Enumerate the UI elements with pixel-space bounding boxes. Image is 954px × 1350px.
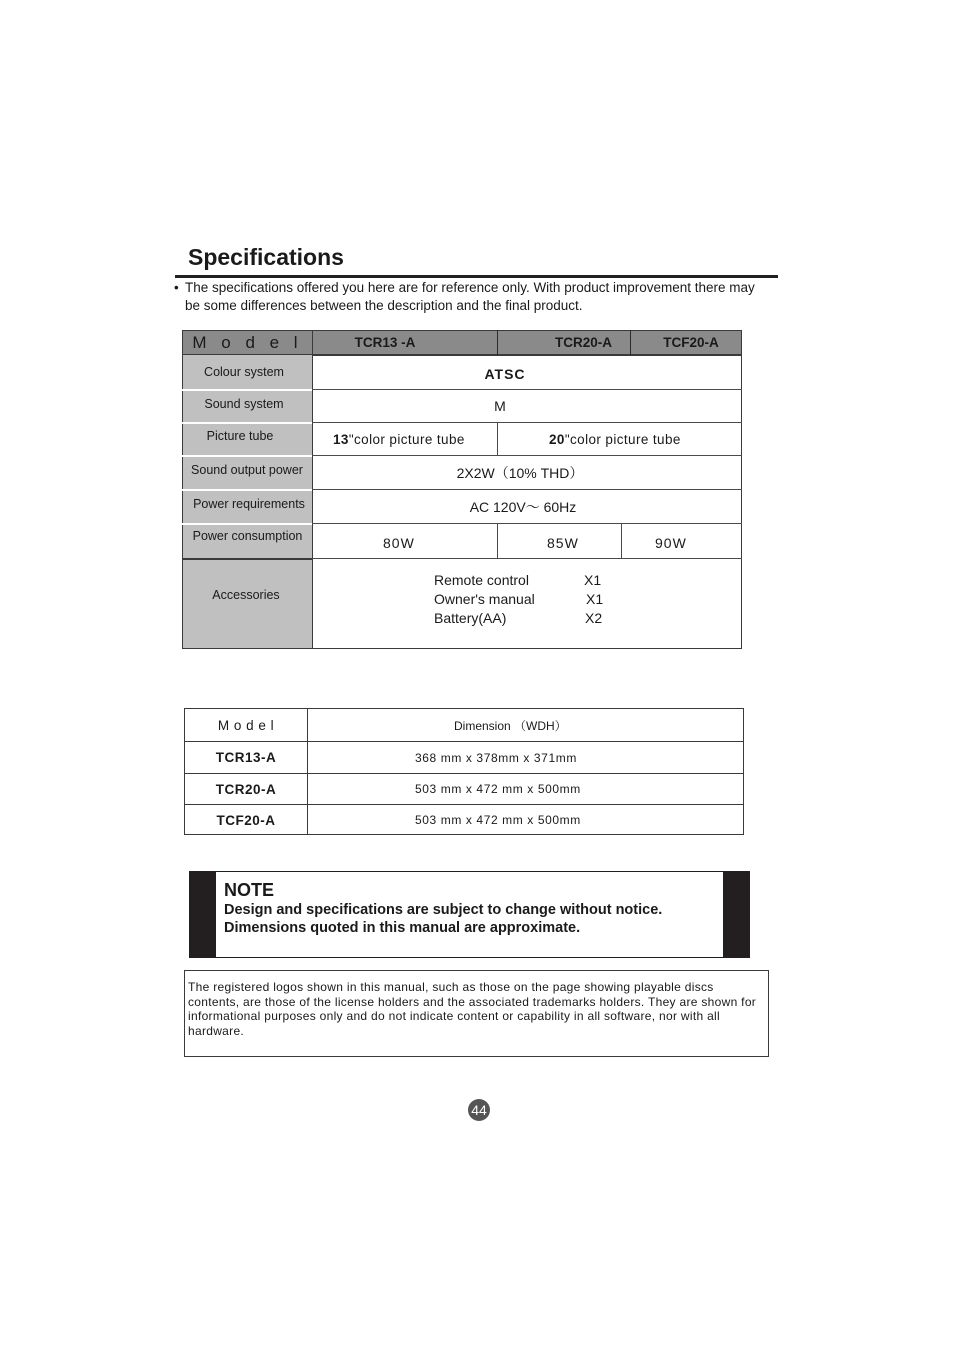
divider bbox=[630, 330, 631, 355]
model-tcr13: TCR13 -A bbox=[354, 335, 416, 350]
label-power-consumption: Power consumption bbox=[183, 521, 312, 551]
disclaimer-text: The registered logos shown in this manual, such as those on the page showing playable discs contents, are those of the license holders and the associated trademarks holders. They are shown for informational purposes only and do not indicate content or capability in all software, nor with all hardware. bbox=[184, 970, 769, 1057]
accessory-name: Owner's manual bbox=[434, 591, 535, 607]
note-title: NOTE bbox=[224, 880, 275, 900]
dim-model: TCF20-A bbox=[216, 812, 276, 828]
intro-paragraph bbox=[174, 279, 764, 315]
dim-model: TCR20-A bbox=[215, 781, 277, 797]
label-sound-output-power: Sound output power bbox=[183, 455, 311, 485]
table-row bbox=[185, 741, 743, 773]
col-line bbox=[497, 523, 498, 558]
tube-suffix: "color picture tube bbox=[564, 432, 681, 447]
label-colour-system: Colour system bbox=[183, 357, 305, 387]
col-line bbox=[497, 422, 498, 455]
dim-value: 503 mm x 472 mm x 500mm bbox=[415, 782, 581, 796]
model-tcr20: TCR20-A bbox=[554, 335, 612, 350]
separator bbox=[182, 523, 313, 525]
separator bbox=[182, 389, 313, 391]
page-title: Specifications bbox=[188, 244, 344, 270]
divider bbox=[497, 330, 498, 355]
accessory-qty: X1 bbox=[584, 572, 602, 588]
dim-model-header: M o d e l bbox=[217, 717, 275, 733]
row-line bbox=[312, 422, 742, 423]
note-line-2: Dimensions quoted in this manual are approximate. bbox=[224, 920, 581, 936]
dim-header: Dimension （WDH） bbox=[454, 718, 567, 733]
row-line bbox=[312, 523, 742, 524]
value-colour-system: ATSC bbox=[484, 365, 526, 382]
value-power-tcr13: 80W bbox=[383, 535, 415, 551]
tube-suffix: "color picture tube bbox=[348, 432, 465, 447]
label-power-requirements: Power requirements bbox=[185, 489, 313, 519]
label-picture-tube: Picture tube bbox=[183, 421, 297, 451]
table-row bbox=[185, 773, 743, 804]
value-sound-output: 2X2W（10% THD） bbox=[456, 464, 584, 481]
dim-value: 368 mm x 378mm x 371mm bbox=[415, 750, 577, 765]
label-sound-system: Sound system bbox=[183, 389, 305, 419]
col-line bbox=[621, 523, 622, 558]
value-power-requirements: AC 120V～ 60Hz bbox=[469, 498, 577, 515]
dimension-table bbox=[184, 708, 744, 835]
value-power-tcf20: 90W bbox=[655, 535, 687, 551]
accessory-name: Remote control bbox=[434, 572, 529, 588]
dim-model: TCR13-A bbox=[215, 750, 277, 765]
page-number: 44 bbox=[468, 1099, 490, 1121]
separator bbox=[182, 422, 313, 424]
note-box bbox=[189, 871, 750, 958]
accessory-name: Battery(AA) bbox=[434, 610, 507, 626]
table-row bbox=[185, 804, 743, 835]
accessory-qty: X2 bbox=[585, 610, 603, 626]
note-line-1: Design and specifications are subject to change without notice. bbox=[224, 902, 663, 918]
separator bbox=[182, 558, 313, 560]
dim-value: 503 mm x 472 mm x 500mm bbox=[415, 813, 581, 827]
value-sound-system: M bbox=[494, 398, 506, 414]
dimension-header-row bbox=[185, 709, 743, 741]
value-picture-tube-13 bbox=[333, 424, 497, 455]
note-bar-left bbox=[190, 872, 216, 957]
label-accessories: Accessories bbox=[183, 559, 309, 631]
bullet-icon: • bbox=[174, 280, 179, 295]
tube-size-20: 20 bbox=[549, 432, 565, 447]
note-bar-right bbox=[723, 872, 749, 957]
title-rule bbox=[175, 275, 778, 278]
intro-text: The specifications offered you here are for reference only. With product improvement there may be some differences between the description and the final product. bbox=[185, 280, 755, 313]
model-tcf20: TCF20-A bbox=[663, 335, 719, 350]
spec-table bbox=[182, 330, 742, 649]
separator bbox=[182, 489, 313, 491]
value-power-tcr20: 85W bbox=[547, 535, 579, 551]
accessory-qty: X1 bbox=[586, 591, 604, 607]
separator bbox=[182, 455, 313, 457]
tube-size-13: 13 bbox=[333, 432, 349, 447]
spec-model-header: M o d e l bbox=[182, 330, 313, 355]
value-picture-tube-20 bbox=[549, 424, 742, 455]
